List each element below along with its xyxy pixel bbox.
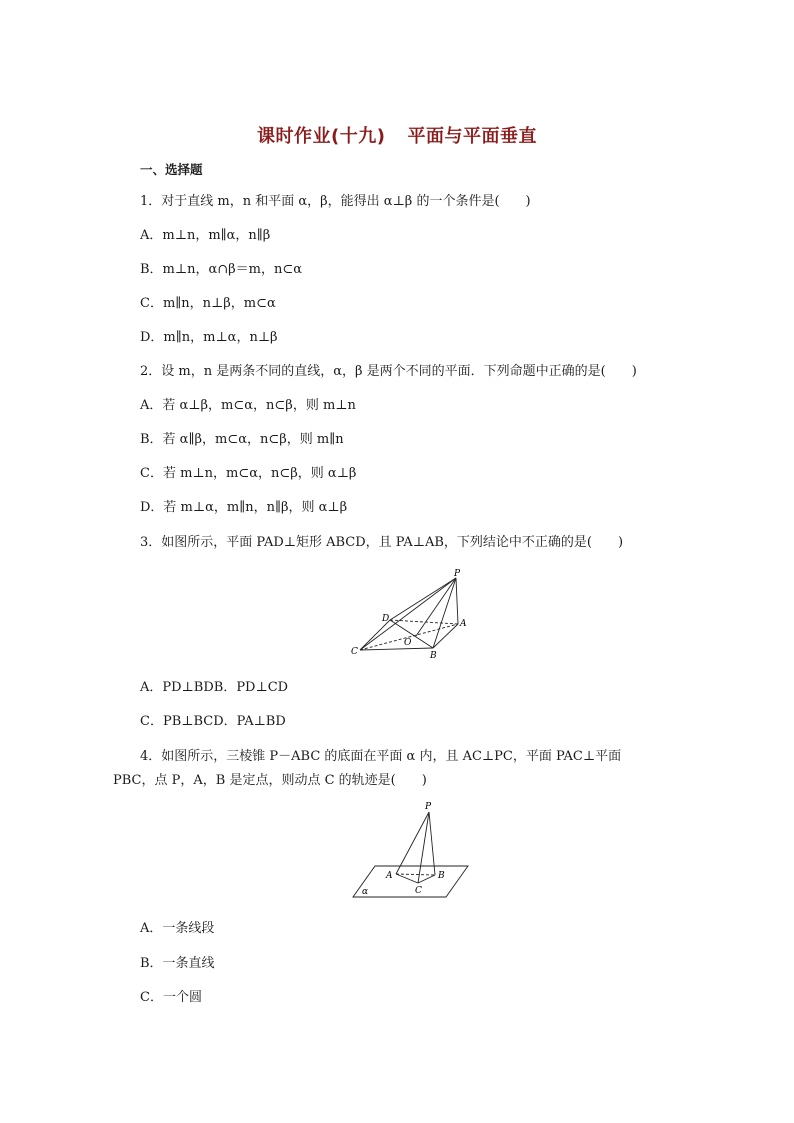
question-3-stem: 3．如图所示，平面 PAD⊥矩形 ABCD，且 PA⊥AB，下列结论中不正确的是( ) [140,535,624,550]
question-1-stem: 1．对于直线 m，n 和平面 α，β，能得出 α⊥β 的一个条件是( ) [140,194,531,209]
question-2-option-b: B．若 α∥β，m⊂α，n⊂β，则 m∥n [140,432,344,447]
pyramid-rectangle-figure [348,568,478,663]
question-2-stem: 2．设 m，n 是两条不同的直线，α，β 是两个不同的平面．下列命题中正确的是( ) [140,364,637,379]
question-4-figure [350,800,472,902]
figure3-label-d: D [382,614,390,624]
figure4-label-p: P [425,802,432,812]
figure4-label-c: C [415,886,422,896]
question-1-option-c: C．m∥n，n⊥β，m⊂α [140,296,276,311]
figure3-label-o: O [404,638,412,648]
question-2-option-a: A．若 α⊥β，m⊂α，n⊂β，则 m⊥n [140,398,356,413]
page-title [0,122,794,148]
figure3-label-b: B [430,651,437,661]
question-1-option-b: B．m⊥n，α∩β＝m，n⊂α [140,262,303,277]
question-1-option-d: D．m∥n，m⊥α，n⊥β [140,330,278,345]
title-part2: 平面与平面垂直 [407,126,537,147]
figure3-label-a: A [460,619,467,629]
figure4-label-alpha: α [362,887,369,897]
question-4-option-a: A．一条线段 [140,921,215,936]
question-2-option-d: D．若 m⊥α，m∥n，n∥β，则 α⊥β [140,500,348,515]
figure3-label-p: P [454,569,461,579]
figure3-label-c: C [351,647,358,657]
question-4-stem: 4．如图所示，三棱锥 P－ABC 的底面在平面 α 内，且 AC⊥PC，平面 PAC⊥平面 PBC，点 P，A，B 是定点，则动点 C 的轨迹是( ) [113,749,622,788]
question-4-option-c: C．一个圆 [140,990,202,1005]
question-3-option-ab: A．PD⊥BDB．PD⊥CD [140,680,289,695]
title-part1: 课时作业(十九) [257,126,386,147]
question-3-figure [348,568,478,663]
question-2-option-c: C．若 m⊥n，m⊂α，n⊂β，则 α⊥β [140,466,357,481]
figure4-label-a: A [386,871,393,881]
question-4-option-b: B．一条直线 [140,956,215,971]
figure4-label-b: B [438,871,445,881]
question-1-option-a: A．m⊥n，m∥α，n∥β [140,228,271,243]
tetrahedron-plane-figure [350,800,472,902]
section-heading: 一、选择题 [140,162,203,177]
question-3-option-cd: C．PB⊥BCD．PA⊥BD [140,714,286,729]
